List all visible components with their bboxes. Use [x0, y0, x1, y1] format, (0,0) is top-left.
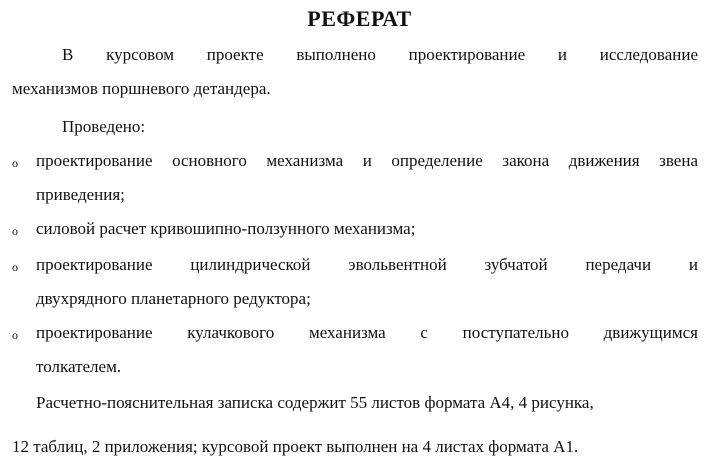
intro-line-1: В курсовом проекте выполнено проектирование и исследование — [62, 45, 698, 64]
bullet-4-line-1: проектирование кулачкового механизма с поступательно движущимся — [36, 323, 698, 342]
bullet-1-line-2: приведения; — [36, 185, 125, 204]
page-title: РЕФЕРАТ — [307, 6, 412, 31]
summary-line-2-wrap — [12, 430, 698, 464]
summary-line-1-wrap — [12, 386, 698, 420]
bullet-3-line-1: проектирование цилиндрической эвольвентной зубчатой передачи и — [36, 255, 698, 274]
intro-line-2: механизмов поршневого детандера. — [12, 79, 271, 98]
bullet-marker: o — [12, 224, 18, 238]
list-item — [12, 144, 698, 212]
bullet-marker: o — [12, 260, 18, 274]
bullet-marker: o — [12, 328, 18, 342]
bullet-marker: o — [12, 156, 18, 170]
list-item — [12, 248, 698, 316]
bullet-2-line-1: силовой расчет кривошипно-ползунного механизма; — [36, 219, 416, 238]
summary-line-1: Расчетно-пояснительная записка содержит 55 листов формата А4, 4 рисунка, — [36, 393, 594, 412]
list-item — [12, 212, 698, 246]
intro-paragraph — [12, 38, 698, 106]
summary-line-2: 12 таблиц, 2 приложения; курсовой проект выполнен на 4 листах формата А1. — [12, 437, 579, 456]
bullet-3-line-2: двухрядного планетарного редуктора; — [36, 289, 311, 308]
list-item — [12, 316, 698, 384]
conducted-label: Проведено: — [62, 117, 146, 136]
bullet-1-line-1: проектирование основного механизма и определение закона движения звена — [36, 151, 698, 170]
bullet-4-line-2: толкателем. — [36, 357, 122, 376]
